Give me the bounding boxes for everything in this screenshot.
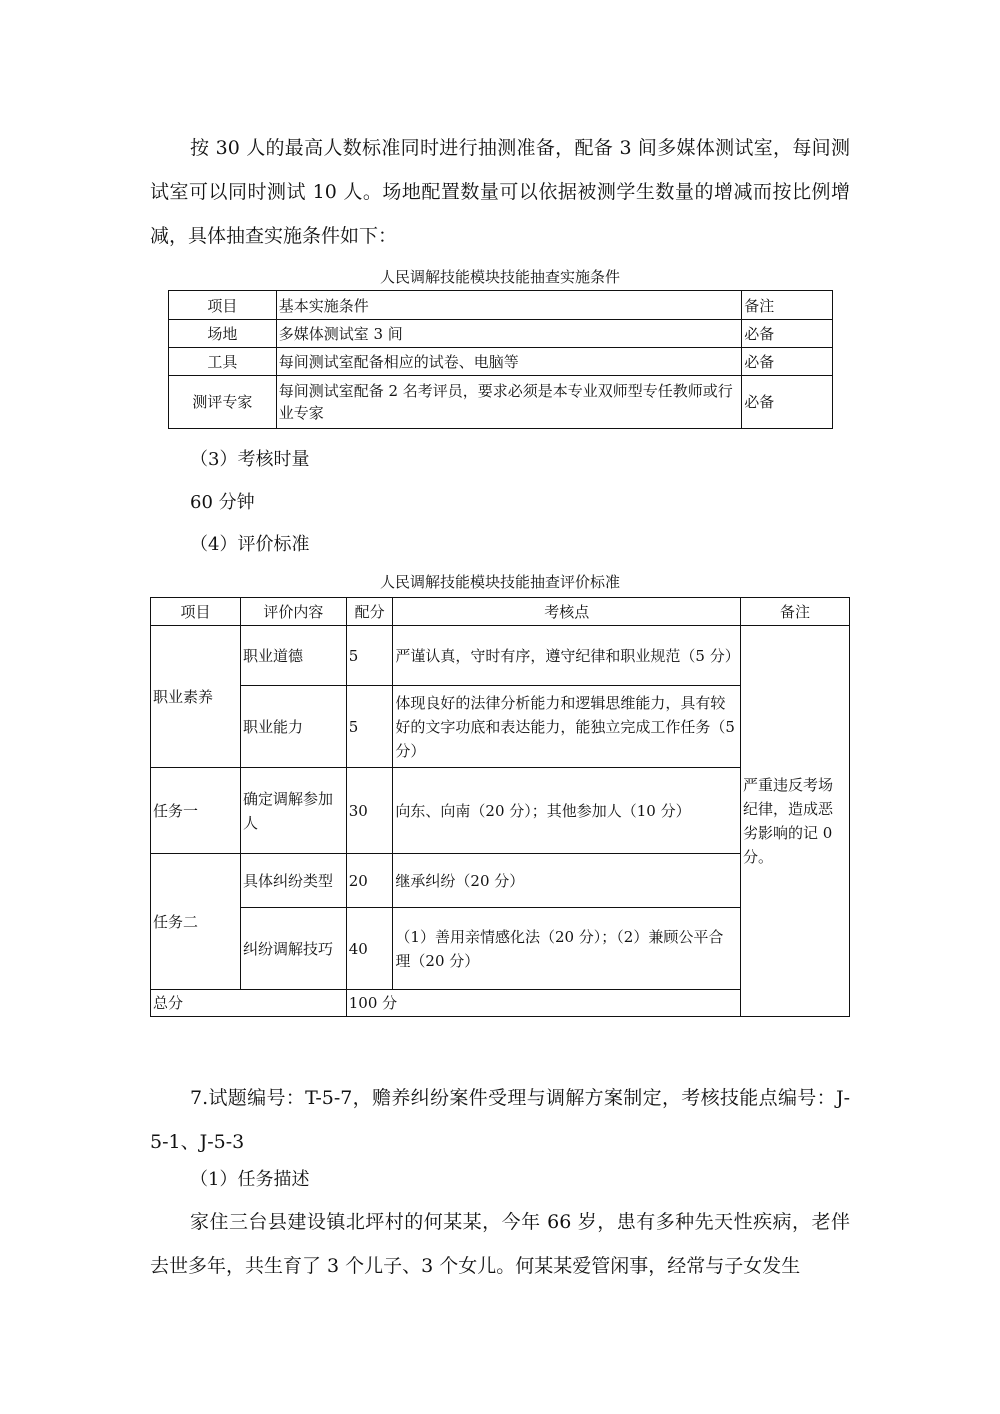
table-row [169, 348, 833, 376]
row-score: 30 [346, 768, 393, 854]
remarks-cell: 严重违反考场纪律，造成恶劣影响的记 0 分。 [741, 626, 850, 1017]
group-item: 任务二 [151, 854, 241, 990]
row-content: 职业道德 [240, 626, 346, 686]
header-item: 项目 [169, 291, 277, 320]
header-content: 评价内容 [240, 598, 346, 626]
row-note: 必备 [742, 320, 833, 348]
header-item: 项目 [151, 598, 241, 626]
row-score: 5 [346, 626, 393, 686]
row-note: 必备 [742, 348, 833, 376]
group-item: 职业素养 [151, 626, 241, 768]
row-content: 职业能力 [240, 686, 346, 768]
row-note: 必备 [742, 376, 833, 429]
section3-title: （3）考核时量 [190, 449, 310, 470]
row-item: 工具 [169, 348, 277, 376]
header-note: 备注 [741, 598, 850, 626]
table-row [151, 626, 850, 686]
row-point: （1）善用亲情感化法（20 分）；（2）兼顾公平合理（20 分） [393, 908, 741, 990]
row-point: 继承纠纷（20 分） [393, 854, 741, 908]
intro-paragraph: 按 30 人的最高人数标准同时进行抽测准备，配备 3 间多媒体测试室，每间测试室可以同时测试 10 人。场地配置数量可以依据被测学生数量的增减而按比例增减，具体抽查实施条件如下： [150, 137, 850, 247]
row-point: 严谨认真，守时有序，遵守纪律和职业规范（5 分） [393, 626, 741, 686]
total-label: 总分 [151, 990, 347, 1017]
group-item: 任务一 [151, 768, 241, 854]
row-content: 纠纷调解技巧 [240, 908, 346, 990]
task-title: （1）任务描述 [190, 1169, 310, 1190]
row-score: 40 [346, 908, 393, 990]
conditions-table [168, 290, 833, 429]
row-item: 测评专家 [169, 376, 277, 429]
table2-caption: 人民调解技能模块技能抽查评价标准 [379, 573, 620, 591]
row-content: 具体纠纷类型 [240, 854, 346, 908]
row-item: 场地 [169, 320, 277, 348]
section7-paragraph: 7.试题编号：T-5-7，赡养纠纷案件受理与调解方案制定，考核技能点编号：J-5-1、J-5-3 [150, 1087, 850, 1153]
table1-caption: 人民调解技能模块技能抽查实施条件 [379, 268, 620, 286]
row-point: 向东、向南（20 分）；其他参加人（10 分） [393, 768, 741, 854]
table-header-row [151, 598, 850, 626]
table-header-row [169, 291, 833, 320]
table-row [169, 320, 833, 348]
header-condition: 基本实施条件 [276, 291, 742, 320]
row-score: 20 [346, 854, 393, 908]
table-row [169, 376, 833, 429]
row-condition: 多媒体测试室 3 间 [276, 320, 742, 348]
total-value: 100 分 [346, 990, 740, 1017]
row-score: 5 [346, 686, 393, 768]
row-condition: 每间测试室配备 2 名考评员，要求必须是本专业双师型专任教师或行业专家 [276, 376, 742, 429]
row-point: 体现良好的法律分析能力和逻辑思维能力，具有较好的文字功底和表达能力，能独立完成工作任务（5 分） [393, 686, 741, 768]
criteria-table [150, 597, 850, 1017]
header-score: 配分 [346, 598, 393, 626]
row-content: 确定调解参加人 [240, 768, 346, 854]
task-paragraph: 家住三台县建设镇北坪村的何某某，今年 66 岁，患有多种先天性疾病，老伴去世多年，共生育了 3 个儿子、3 个女儿。何某某爱管闲事，经常与子女发生 [150, 1211, 850, 1277]
header-point: 考核点 [393, 598, 741, 626]
section3-value: 60 分钟 [190, 492, 255, 513]
header-note: 备注 [742, 291, 833, 320]
section4-title: （4）评价标准 [190, 534, 310, 555]
row-condition: 每间测试室配备相应的试卷、电脑等 [276, 348, 742, 376]
